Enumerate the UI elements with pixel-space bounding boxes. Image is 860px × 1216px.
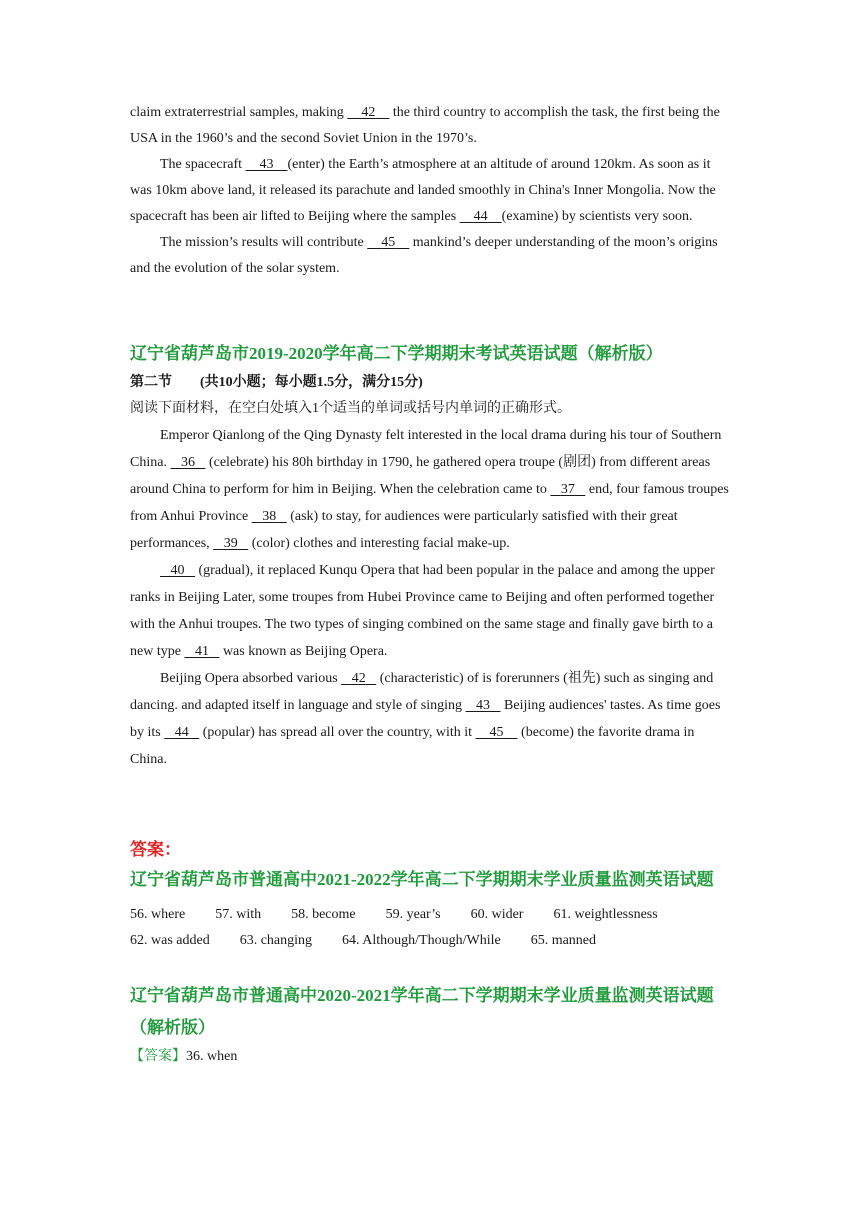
blank-45b: 45 — [489, 725, 504, 740]
paragraph — [130, 100, 730, 152]
blank-40: 40 — [170, 563, 185, 578]
answer-item: 62. was added — [130, 933, 210, 948]
blank-43: 43 — [259, 157, 274, 172]
answer-item: 63. changing — [239, 933, 313, 948]
blank-39: 39 — [223, 536, 238, 551]
blank-41: 41 — [194, 644, 209, 659]
answer-label: 【答案】 — [130, 1049, 186, 1064]
blank-42b: 42 — [351, 671, 366, 686]
blank-43b: 43 — [476, 698, 491, 713]
section-2 — [130, 338, 730, 773]
text: The spacecraft — [160, 157, 246, 172]
text: The mission’s results will contribute — [160, 235, 368, 250]
blank-45: 45 — [381, 235, 396, 250]
text: mankind’s deeper understanding of the moon’s origins and the evolution of the solar system. — [130, 235, 718, 276]
section-title: 辽宁省葫芦岛市2019-2020学年高二下学期期末考试英语试题（解析版） — [130, 344, 663, 363]
answer-item: 61. weightlessness — [553, 907, 658, 922]
paragraph — [130, 152, 730, 230]
answers-section — [130, 836, 730, 1070]
text: (examine) by scientists very soon. — [501, 209, 693, 224]
answer-item: 56. where — [130, 907, 186, 922]
answer-group-title: 辽宁省葫芦岛市普通高中2020-2021学年高二下学期期末学业质量监测英语试题（解析版） — [130, 986, 714, 1037]
answers-heading: 答案： — [130, 840, 181, 859]
text: the third country to accomplish the task, the first being the USA in the 1960’s and the second Soviet Union in the 1970’s. — [130, 105, 720, 146]
answer-line — [130, 1044, 730, 1070]
passage-1 — [130, 100, 730, 282]
answer-item: 36. when — [186, 1049, 238, 1064]
blank-44b: 44 — [174, 725, 189, 740]
blank-37: 37 — [560, 482, 575, 497]
paragraph: Beijing Opera absorbed various 42 (characteristic) of is forerunners (祖先) such as singing and dancing. and adapted itself in language and style of singing 43 Beijing audiences' tastes. As time goes by its 44 (popular) has spread all over the country, with it 45 (become) the favorite drama in China. — [130, 671, 721, 767]
answer-item: 65. manned — [530, 933, 597, 948]
paragraph: Emperor Qianlong of the Qing Dynasty felt interested in the local drama during his tour of Southern China. 36 (celebrate) his 80h birthday in 1790, he gathered opera troupe (剧团) from different areas around China to perform for him in Beijing. When the celebration came to 37 end, four famous troupes from Anhui Province 38 (ask) to stay, for audiences were particularly satisfied with their great performances, 39 (color) clothes and interesting facial make-up. — [130, 428, 729, 551]
instruction: 阅读下面材料，在空白处填入1个适当的单词或括号内单词的正确形式。 — [130, 401, 571, 416]
answer-row — [130, 928, 730, 954]
answer-item: 59. year’s — [385, 907, 441, 922]
answer-item: 60. wider — [470, 907, 524, 922]
answer-item: 58. become — [291, 907, 356, 922]
text: (enter) the Earth’s atmosphere at an altitude of around 120km. As soon as it was 10km above land, it released its parachute and landed smoothly in China's Inner Mongolia. Now the spacecraft has been air lifted to Beijing where the samples — [130, 157, 716, 224]
blank-42: 42 — [361, 105, 376, 120]
answer-item: 64. Although/Though/While — [342, 933, 501, 948]
text: claim extraterrestrial samples, making — [130, 105, 348, 120]
blank-38: 38 — [262, 509, 277, 524]
blank-36: 36 — [180, 455, 195, 470]
paragraph: 40 (gradual), it replaced Kunqu Opera that had been popular in the palace and among the upper ranks in Beijing Later, some troupes from Hubei Province came to Beijing and often performed together with the Anhui troupes. The two types of singing combined on the same stage and finally gave birth to a new type 41 was known as Beijing Opera. — [130, 563, 715, 659]
answer-item: 57. with — [215, 907, 262, 922]
paragraph — [130, 230, 730, 282]
blank-44: 44 — [473, 209, 488, 224]
section-subtitle: 第二节 (共10小题；每小题1.5分，满分15分) — [130, 375, 423, 390]
answer-group-title: 辽宁省葫芦岛市普通高中2021-2022学年高二下学期期末学业质量监测英语试题 — [130, 870, 714, 889]
answer-row — [130, 902, 730, 928]
